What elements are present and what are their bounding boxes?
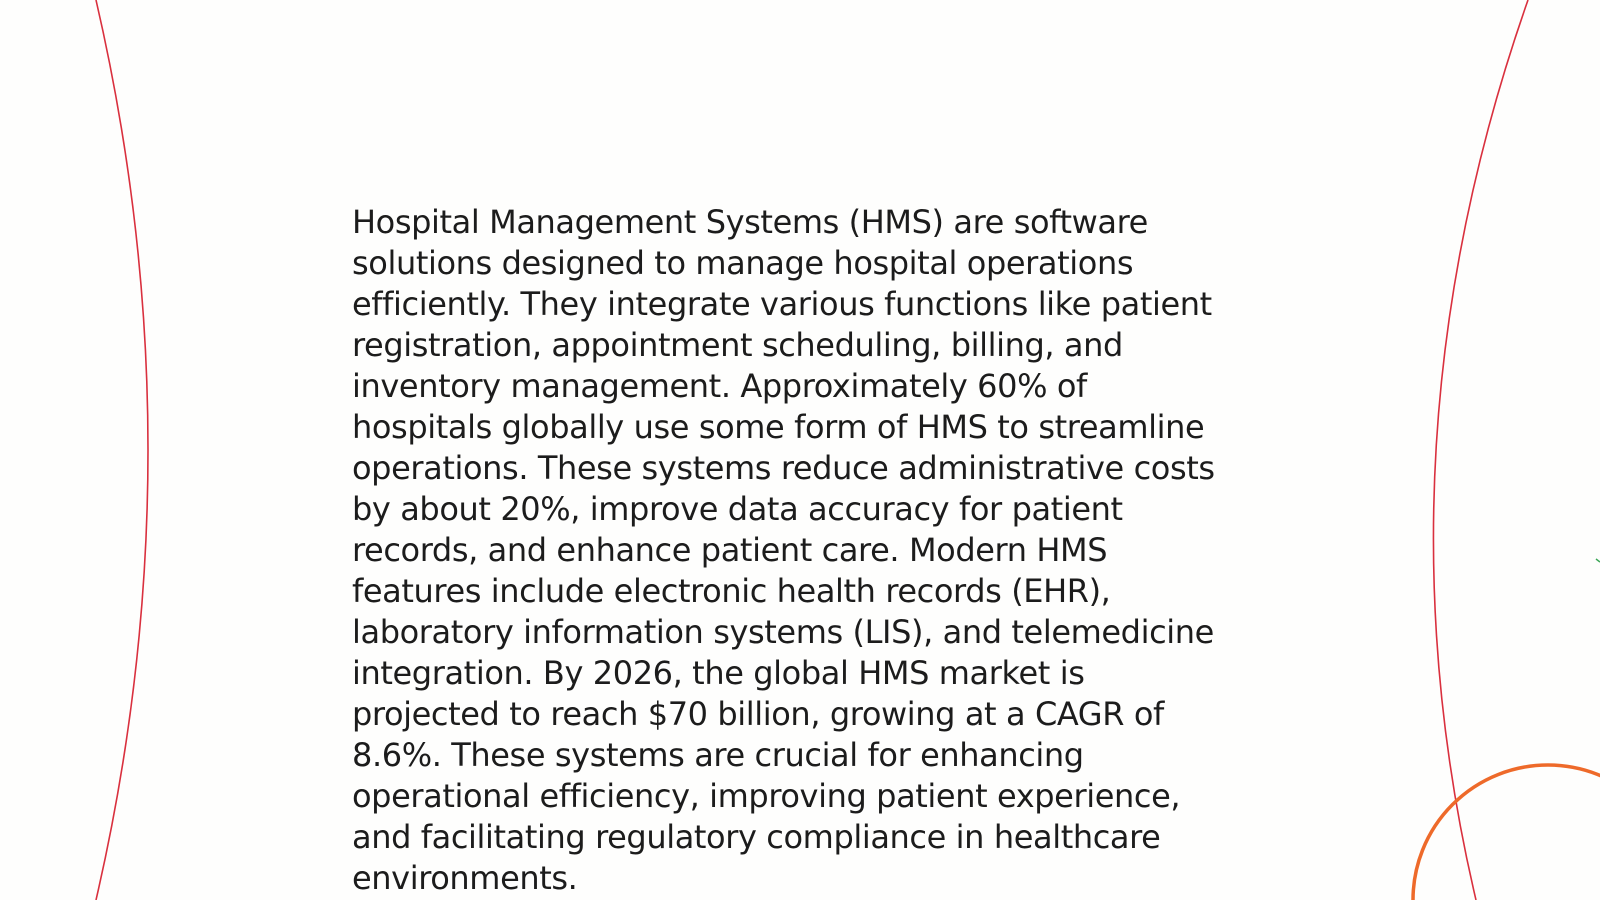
- right-red-arc: [1433, 0, 1528, 900]
- slide-body-text: Hospital Management Systems (HMS) are software solutions designed to manage hospital operations efficiently. They integrate various functions like patient registration, appointment scheduling, billing, and inventory management. Approximately 60% of hospitals globally use some form of HMS to streamline operations. These systems reduce administrative costs by about 20%, improve data accuracy for patient records, and enhance patient care. Modern HMS features include electronic health records (EHR), laboratory information systems (LIS), and telemedicine integration. By 2026, the global HMS market is projected to reach $70 billion, growing at a CAGR of 8.6%. These systems are crucial for enhancing operational efficiency, improving patient experience, and facilitating regulatory compliance in healthcare environments.: [352, 203, 1215, 897]
- left-red-arc: [96, 0, 148, 900]
- green-accent-mark: [1596, 559, 1600, 562]
- orange-circle-arc: [1413, 765, 1600, 900]
